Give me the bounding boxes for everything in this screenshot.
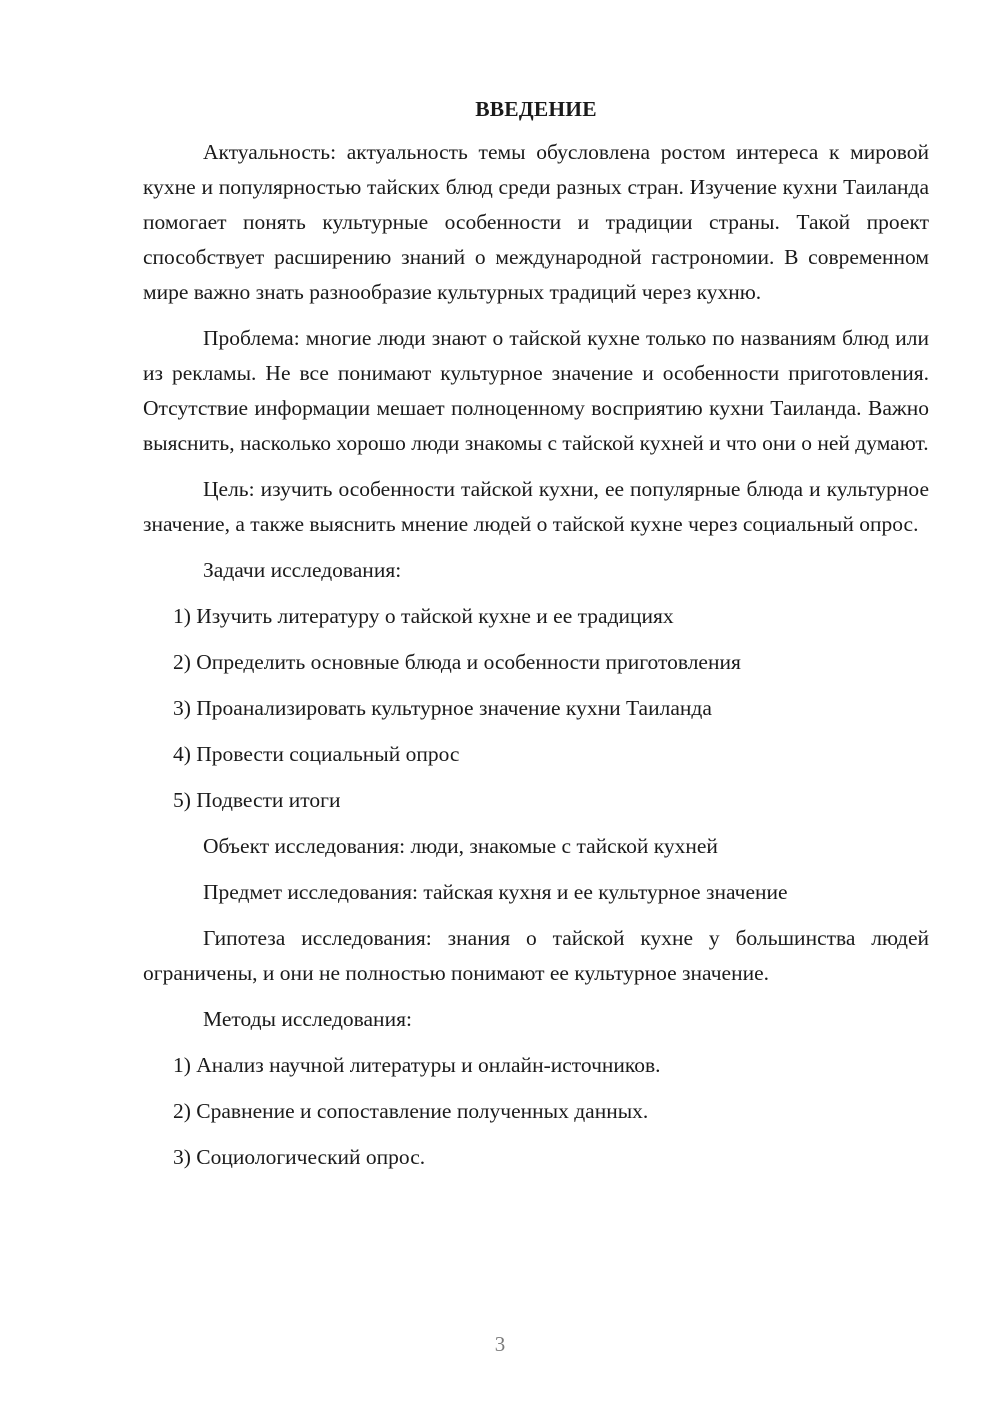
section-title: ВВЕДЕНИЕ — [475, 97, 597, 121]
relevance-paragraph: Актуальность: актуальность темы обусловлена ростом интереса к мировой кухне и популярностью тайских блюд среди разных стран. Изучение кухни Таиланда помогает понять культурные особенности и традиции страны. Такой проект способствует расширению знаний о международной гастрономии. В современном мире важно знать разнообразие культурных традиций через кухню. — [143, 140, 929, 304]
tasks-list — [143, 599, 929, 818]
methods-list — [143, 1048, 929, 1175]
page-number: 3 — [494, 1332, 506, 1356]
list-item: 4) Провести социальный опрос — [173, 742, 460, 766]
list-item: 3) Проанализировать культурное значение кухни Таиланда — [173, 696, 712, 720]
list-item: 2) Сравнение и сопоставление полученных данных. — [173, 1099, 649, 1123]
list-item: 5) Подвести итоги — [173, 788, 341, 812]
problem-paragraph: Проблема: многие люди знают о тайской кухне только по названиям блюд или из рекламы. Не все понимают культурное значение и особенности приготовления. Отсутствие информации мешает полноценному восприятию кухни Таиланда. Важно выяснить, насколько хорошо люди знакомы с тайской кухней и что они о ней думают. — [143, 326, 929, 455]
hypothesis-paragraph: Гипотеза исследования: знания о тайской кухне у большинства людей ограничены, и они не полностью понимают ее культурное значение. — [143, 926, 929, 985]
goal-paragraph: Цель: изучить особенности тайской кухни, ее популярные блюда и культурное значение, а также выяснить мнение людей о тайской кухне через социальный опрос. — [143, 477, 929, 536]
research-subject: Предмет исследования: тайская кухня и ее культурное значение — [203, 880, 788, 904]
page-content — [143, 92, 929, 1186]
tasks-heading: Задачи исследования: — [203, 558, 402, 582]
methods-heading: Методы исследования: — [203, 1007, 412, 1031]
research-object: Объект исследования: люди, знакомые с тайской кухней — [203, 834, 718, 858]
list-item: 2) Определить основные блюда и особенности приготовления — [173, 650, 741, 674]
list-item: 1) Анализ научной литературы и онлайн-источников. — [173, 1053, 661, 1077]
list-item: 3) Социологический опрос. — [173, 1145, 426, 1169]
list-item: 1) Изучить литературу о тайской кухне и ее традициях — [173, 604, 674, 628]
